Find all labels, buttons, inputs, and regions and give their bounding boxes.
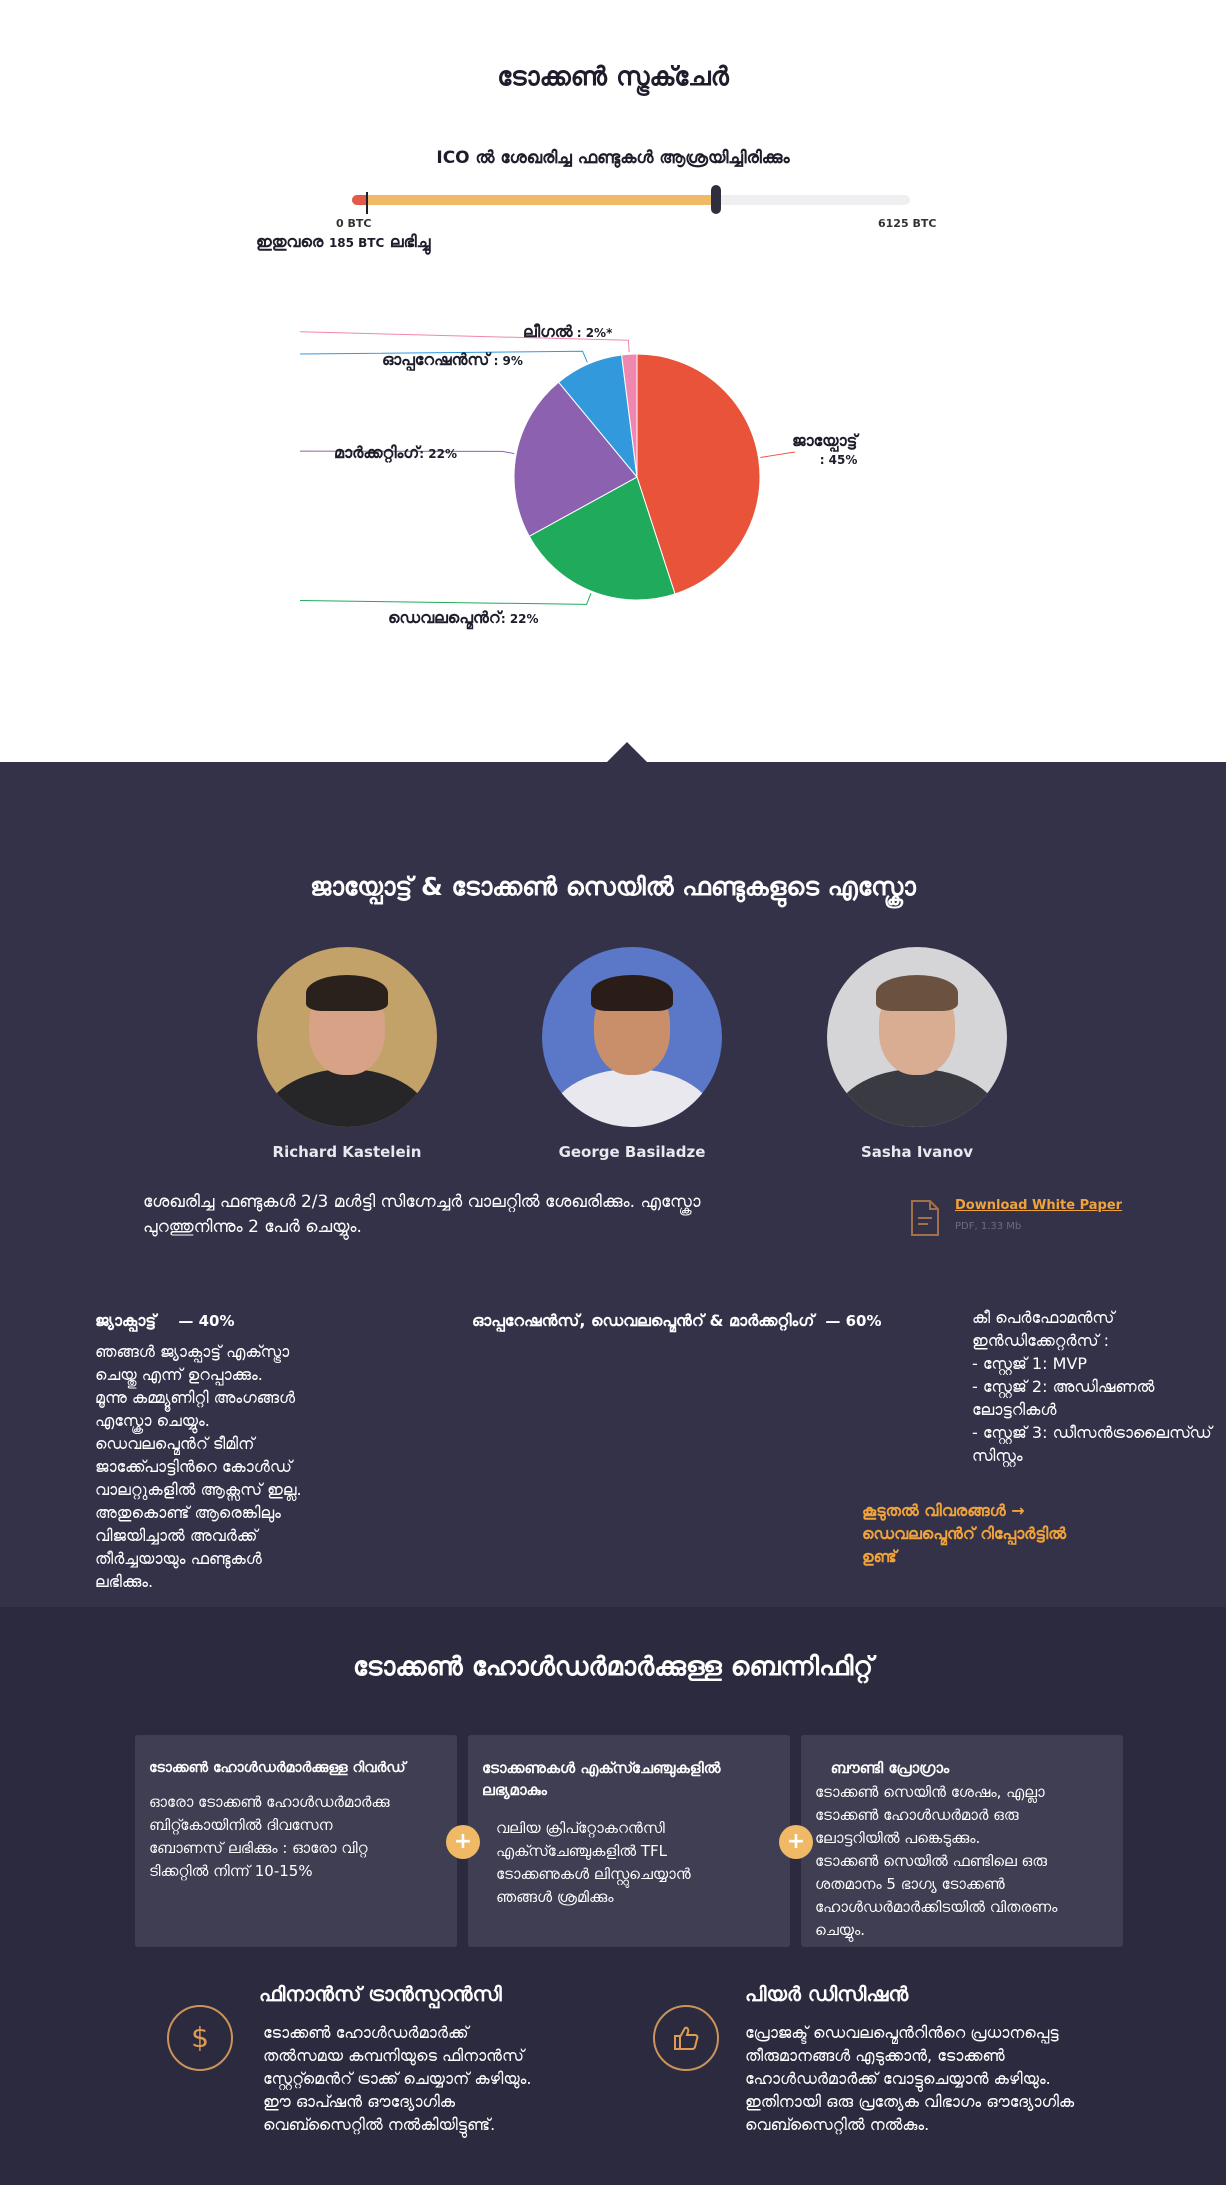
escrow-section: [0, 762, 1226, 1607]
received-so-far: [256, 232, 430, 252]
pdf-document-icon[interactable]: [910, 1199, 940, 1237]
operations-title: ഓപ്പറേഷൻസ്, ഡെവലപ്മെൻറ് & മാർക്കറ്റിംഗ് — 60%: [472, 1311, 882, 1330]
text-line: ശതമാനം 5 ഭാഗ്യ ടോക്കൺ: [815, 1875, 1005, 1893]
received-prefix: ഇതുവരെ: [256, 232, 324, 251]
text-line: ടിക്കറ്റിൽ നിന്ന് 10-15%: [149, 1862, 313, 1880]
text-line: പ്രോജക്ട് ഡെവലപ്മെൻറിൻറെ പ്രധാനപ്പെട്ട: [745, 2023, 1059, 2042]
kpi-line: - സ്റ്റേജ് 3: ഡീസൻട്രാലൈസ്ഡ്: [972, 1423, 1212, 1442]
kpi-list: [972, 1306, 1212, 1467]
received-suffix: ലഭിച്ചു: [389, 232, 431, 251]
card-title: [149, 1757, 443, 1779]
avatar-hair: [591, 975, 673, 1011]
pie-label-operations: ഓപ്പറേഷൻസ് : 9%: [382, 350, 523, 369]
plus-icon: +: [779, 1825, 813, 1859]
peer-decision-title: പിയർ ഡിസിഷൻ: [745, 1982, 909, 2006]
pie-label-development: ഡെവലപ്മെൻറ്: 22%: [388, 608, 539, 627]
section-notch: [607, 742, 647, 762]
kpi-line: - സ്റ്റേജ് 1: MVP: [972, 1354, 1087, 1373]
text-line: ചെയ്തു എന്ന് ഉറപ്പാക്കും.: [95, 1365, 263, 1384]
text-line: വലിയ ക്രിപ്റ്റോകറൻസി: [496, 1819, 665, 1837]
text-line: ടോക്കൺ ഹോൾഡർമാർക്ക്: [263, 2023, 469, 2042]
text-line: തീരുമാനങ്ങൾ എടുക്കാൻ, ടോക്കൺ: [745, 2046, 1005, 2065]
download-white-paper-link[interactable]: Download White Paper: [955, 1198, 1123, 1213]
card-text: [815, 1781, 1109, 1942]
kpi-line: ലോട്ടറികൾ: [972, 1400, 1057, 1419]
benefits-title: ടോക്കൺ ഹോൾഡർമാർക്കുള്ള ബെന്നിഫിറ്റ്: [352, 1652, 874, 1682]
peer-decision-text: [745, 2021, 1185, 2136]
benefit-card-bounty: [801, 1735, 1123, 1947]
text-line: ടോക്കൺ ഹോൾഡർമാർ ഒരു: [815, 1806, 1019, 1824]
escrow-person-1: [257, 947, 437, 1161]
text-line: വെബ്സൈറ്റിൽ നൽകിയിട്ടുണ്ട്.: [263, 2115, 496, 2134]
pie-label-legal: ലീഗൽ : 2%*: [523, 322, 613, 341]
pie-leader-jackpot: [760, 452, 795, 457]
text-line: ബോണസ് ലഭിക്കും : ഓരോ വിറ്റ: [149, 1839, 368, 1857]
person-name: Sasha Ivanov: [860, 1143, 974, 1161]
avatar-shirt: [547, 1069, 717, 1127]
text-line: തീർച്ചയായും ഫണ്ടുകൾ: [95, 1549, 262, 1568]
benefit-card-rewards: [135, 1735, 457, 1947]
text-line: അതുകൊണ്ട് ആരെങ്കിലും: [95, 1503, 281, 1522]
text-line: ടോക്കൺ സെയിൻ ശേഷം, എല്ലാ: [815, 1783, 1045, 1801]
kpi-line: ഇൻഡിക്കേറ്റർസ് :: [972, 1331, 1110, 1350]
text-line: ഓരോ ടോക്കൺ ഹോൾഡർമാർക്കു: [149, 1793, 390, 1811]
avatar-shirt: [262, 1069, 432, 1127]
received-amount: 185 BTC: [328, 236, 385, 250]
kpi-line: കീ പെർഫോമൻസ്: [972, 1308, 1115, 1327]
card-text: [482, 1817, 776, 1909]
text-line: സ്റ്റേറ്റ്മെൻറ് ട്രാക്ക് ചെയ്യാന് കഴിയും.: [263, 2069, 532, 2088]
text-line: ടോക്കണുകൾ ലിസ്റ്റുചെയ്യാൻ: [496, 1865, 691, 1883]
finance-transparency-title: ഫിനാൻസ് ട്രാൻസ്പറൻസി: [259, 1982, 502, 2006]
text-line: ഞങ്ങൾ ജ്യാക്പാട്ട് എക്സ്ട്രാ: [95, 1342, 290, 1361]
pie-label-marketing: മാർക്കറ്റിംഗ്: 22%: [334, 443, 457, 462]
text-line: ഈ ഓപ്ഷൻ ഔദ്യോഗിക: [263, 2092, 456, 2111]
text-line: ടോക്കൺ ഹോൾഡർമാർക്കുള്ള റിവർഡ്: [149, 1760, 406, 1776]
benefit-card-exchanges: [468, 1735, 790, 1947]
text-line: തൽസമയ കമ്പനിയുടെ ഫിനാൻസ്: [263, 2046, 524, 2065]
funding-progress-handle[interactable]: [711, 185, 721, 214]
more-info-line: കൂടുതൽ വിവരങ്ങൾ →: [862, 1501, 1025, 1520]
more-info-link[interactable]: [862, 1499, 1122, 1568]
text-line: ലോട്ടറിയിൽ പങ്കെടുക്കും.: [815, 1829, 981, 1847]
kpi-line: സിസ്റ്റം: [972, 1446, 1023, 1465]
card-title: [815, 1757, 1109, 1779]
progress-min-label: 0 BTC: [336, 217, 372, 230]
escrow-title: ജായ്പോട്ട് & ടോക്കൺ സെയിൽ ഫണ്ടുകളുടെ എസ്ക്രോ: [310, 872, 916, 901]
text-line: വാലറ്റുകളിൽ ആക്സസ് ഇല്ല.: [95, 1480, 302, 1499]
pie-label-jackpot: ജായ്പോട്ട് : 45%: [792, 431, 858, 467]
person-name: George Basiladze: [558, 1143, 706, 1161]
escrow-person-2: [542, 947, 722, 1161]
text-line: ബൗണ്ടി പ്രോഗ്രാം: [815, 1759, 950, 1777]
text-line: ലഭിക്കും.: [95, 1572, 154, 1591]
text-line: വെബ്സൈറ്റിൽ നൽകും.: [745, 2115, 930, 2134]
finance-transparency-text: [263, 2021, 663, 2136]
text-line: ഞങ്ങൾ ശ്രമിക്കും: [496, 1888, 614, 1906]
avatar-shirt: [832, 1069, 1002, 1127]
text-line: ഹോൾഡർമാർക്കിടയിൽ വിതരണം: [815, 1898, 1058, 1916]
text-line: ടോക്കൺ സെയിൽ ഫണ്ടിലെ ഒരു: [815, 1852, 1048, 1870]
token-structure-title: ടോക്കൺ സ്ട്രക്ചേർ: [497, 62, 729, 92]
benefits-section: [0, 1607, 1226, 2185]
raised-marker: [366, 192, 368, 214]
funding-progress-start: [352, 195, 366, 205]
text-line: ഡെവലപ്മെൻറ് ടീമിന്: [95, 1434, 255, 1453]
text-line: ഇതിനായി ഒരു പ്രത്യേക വിഭാഗം ഔദ്യോഗിക: [745, 2092, 1075, 2111]
card-title: [482, 1757, 776, 1801]
text-line: ലഭ്യമാകും: [482, 1781, 547, 1799]
escrow-description: ശേഖരിച്ച ഫണ്ടുകൾ 2/3 മൾട്ടി സിഗ്നേച്ചർ വാലറ്റിൽ ശേഖരിക്കും. എസ്ക്രോ പുറത്തുനിന്നും 2 പേർ ചെയ്യും.: [143, 1192, 701, 1237]
text-line: എക്സ്ചേഞ്ചുകളിൽ TFL: [496, 1842, 668, 1860]
more-info-line: ഡെവലപ്മെൻറ് റിപ്പോർട്ടിൽ: [862, 1524, 1067, 1543]
jackpot-description: [95, 1340, 355, 1593]
avatar: [257, 947, 437, 1127]
text-line: ടോക്കണുകൾ എക്സ്ചേഞ്ചുകളിൽ: [482, 1759, 721, 1777]
text-line: ഹോൾഡർമാർക്ക് വോട്ടുചെയ്യാൻ കഴിയും.: [745, 2069, 1051, 2088]
person-name: Richard Kastelein: [272, 1143, 422, 1161]
text-line: ബിറ്റ്കോയിനിൽ ദിവസേന: [149, 1816, 333, 1834]
text-line: എസ്ക്രോ ചെയ്യും.: [95, 1411, 210, 1430]
avatar-hair: [306, 975, 388, 1011]
text-line: ചെയ്യും.: [815, 1921, 866, 1939]
jackpot-title: ജ്യാക്പാട്ട് — 40%: [95, 1311, 235, 1330]
token-structure-section: [0, 0, 1226, 762]
avatar-hair: [876, 975, 958, 1011]
funding-progress-fill: [352, 195, 716, 205]
text-line: വിജയിച്ചാൽ അവർക്ക്: [95, 1526, 258, 1545]
card-text: [149, 1791, 443, 1883]
pie-leader-development: [300, 593, 591, 604]
progress-max-label: 6125 BTC: [878, 217, 937, 230]
text-line: ജാക്ക്പോട്ടിൻറെ കോൾഡ്: [95, 1457, 292, 1476]
thumbs-up-icon: [653, 2005, 719, 2071]
escrow-person-3: [827, 947, 1007, 1161]
plus-icon: +: [446, 1825, 480, 1859]
white-paper-meta: PDF, 1.33 Mb: [955, 1221, 1022, 1232]
text-line: മൂന്നു കമ്മ്യൂണിറ്റി അംഗങ്ങൾ: [95, 1388, 296, 1407]
avatar: [827, 947, 1007, 1127]
ico-funds-label: ICO ൽ ശേഖരിച്ച ഫണ്ടുകൾ ആശ്രയിച്ചിരിക്കും: [436, 148, 790, 168]
avatar: [542, 947, 722, 1127]
more-info-line: ഉണ്ട്: [862, 1547, 897, 1566]
kpi-line: - സ്റ്റേജ് 2: അഡിഷണൽ: [972, 1377, 1155, 1396]
dollar-icon: $: [167, 2005, 233, 2071]
